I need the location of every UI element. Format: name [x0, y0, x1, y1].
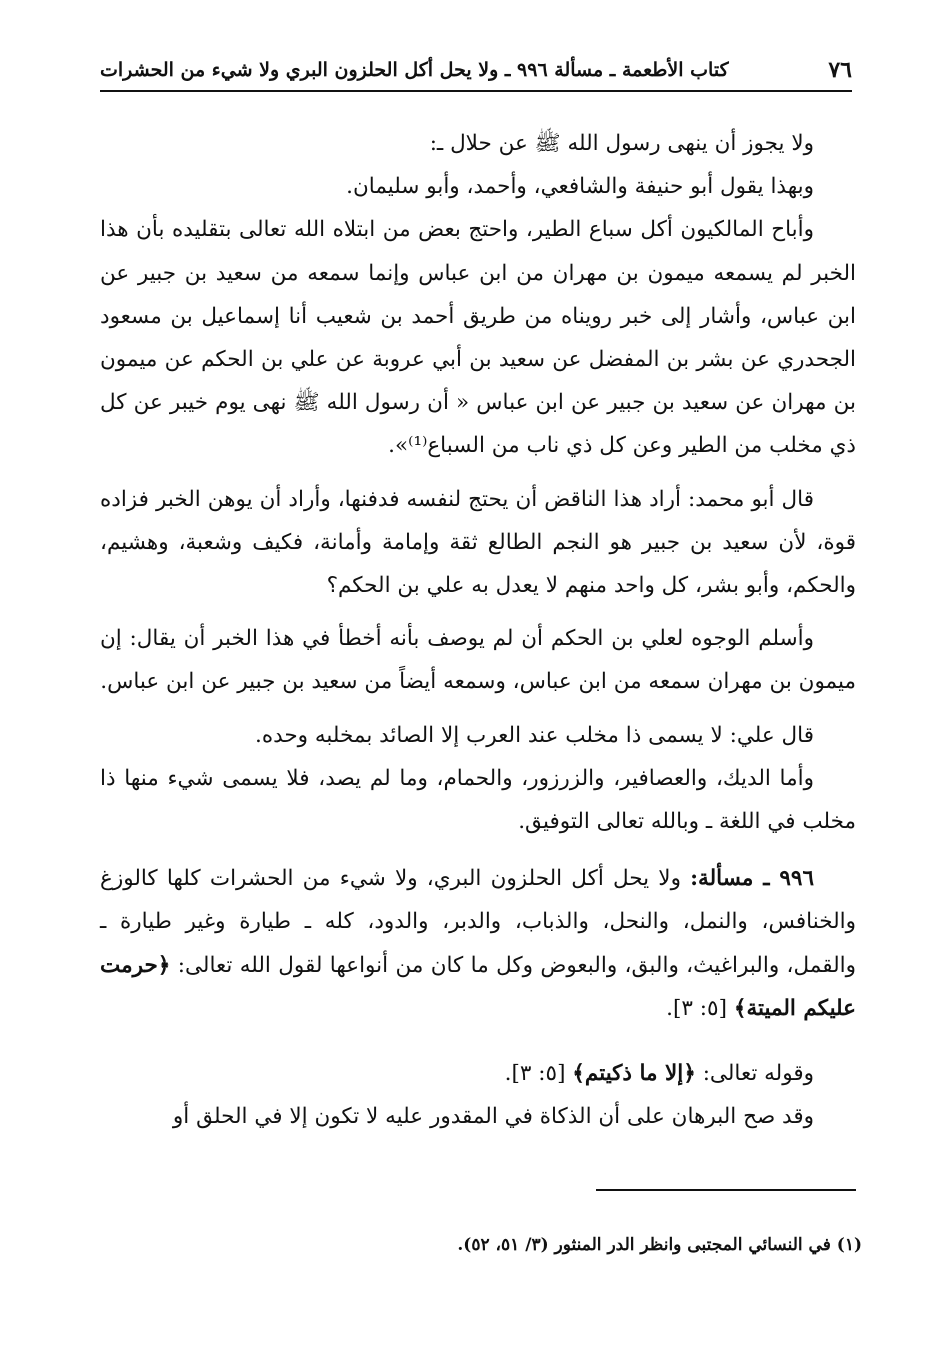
main-text: [100, 122, 856, 1138]
paragraph: وأباح المالكيون أكل سباع الطير، واحتج بعض من ابتلاه الله تعالى بتقليده بأن هذا الخبر لم يسمعه ميمون بن مهران من ابن عباس وإنما سمعه من سعيد بن جبير عن ابن عباس، وأشار إلى خبر رويناه من طريق أحمد بن شعيب أنا إسماعيل بن مسعود الجحدري عن بشر بن المفضل عن سعيد بن أبي عروبة عن علي بن الحكم عن ميمون بن مهران عن سعيد بن جبير عن ابن عباس « أن رسول الله ﷺ نهى يوم خيبر عن كل ذي مخلب من الطير وعن كل ذي ناب من السباع⁽¹⁾».: [100, 217, 856, 459]
issue-text: ولا يحل أكل الحلزون البري، ولا شيء من الحشرات كلها كالوزغ والخنافس، والنمل، والنحل، والذباب، والدبر، والدود، كله ـ طيارة وغير طيارة ـ والقمل، والبراغيث، والبق، والبعوض وكل ما كان من أنواعها لقول الله تعالى:: [100, 866, 856, 978]
footnote: (١) في النسائي المجتبى وانظر الدر المنثور (٣/ ٥١، ٥٢).: [457, 1235, 862, 1255]
lead-text: وقوله تعالى:: [695, 1061, 814, 1087]
quran-verse: ﴿حرمت عليكم الميتة﴾: [100, 952, 856, 1021]
quran-verse: ﴿إلا ما ذكيتم﴾: [572, 1061, 696, 1087]
footnote-divider: [596, 1189, 856, 1191]
verse-reference: [٥: ٣].: [666, 995, 734, 1021]
verse-reference: [٥: ٣].: [504, 1061, 573, 1087]
paragraph: ولا يجوز أن ينهى رسول الله ﷺ عن حلال ـ:: [429, 131, 814, 156]
page-number: ٧٦: [828, 57, 852, 83]
issue-number: ٩٩٦ ـ مسألة:: [690, 866, 814, 892]
paragraph: وأسلم الوجوه لعلي بن الحكم أن لم يوصف بأنه أخطأ في هذا الخبر أن يقال: إن ميمون بن مهران سمعه من ابن عباس، وسمعه أيضاً من سعيد بن جبير عن ابن عباس.: [100, 626, 856, 695]
paragraph: وبهذا يقول أبو حنيفة والشافعي، وأحمد، وأبو سليمان.: [346, 174, 814, 200]
paragraph: [100, 1052, 856, 1095]
paragraph: قال أبو محمد: أراد هذا الناقض أن يحتج لنفسه فدفنها، وأراد أن يوهن الخبر فزاده قوة، لأن سعيد بن جبير هو النجم الطالع ثقة وإمامة وأمانة، فكيف وشعبة، وهشيم، والحكم، وأبو بشر، كل واحد منهم لا يعدل به علي بن الحكم؟: [100, 486, 856, 599]
page-header: [100, 50, 852, 92]
running-title: كتاب الأطعمة ـ مسألة ٩٩٦ ـ ولا يحل أكل الحلزون البري ولا شيء من الحشرات: [100, 59, 729, 81]
paragraph: وأما الديك، والعصافير، والزرزور، والحمام، وما لم يصد، فلا يسمى شيء منها ذا مخلب في اللغة ـ وبالله تعالى التوفيق.: [100, 765, 856, 835]
paragraph: وقد صح البرهان على أن الذكاة في المقدور عليه لا تكون إلا في الحلق أو: [172, 1104, 814, 1130]
issue-paragraph: [100, 857, 856, 1030]
paragraph: قال علي: لا يسمى ذا مخلب عند العرب إلا الصائد بمخلبه وحده.: [255, 722, 814, 748]
